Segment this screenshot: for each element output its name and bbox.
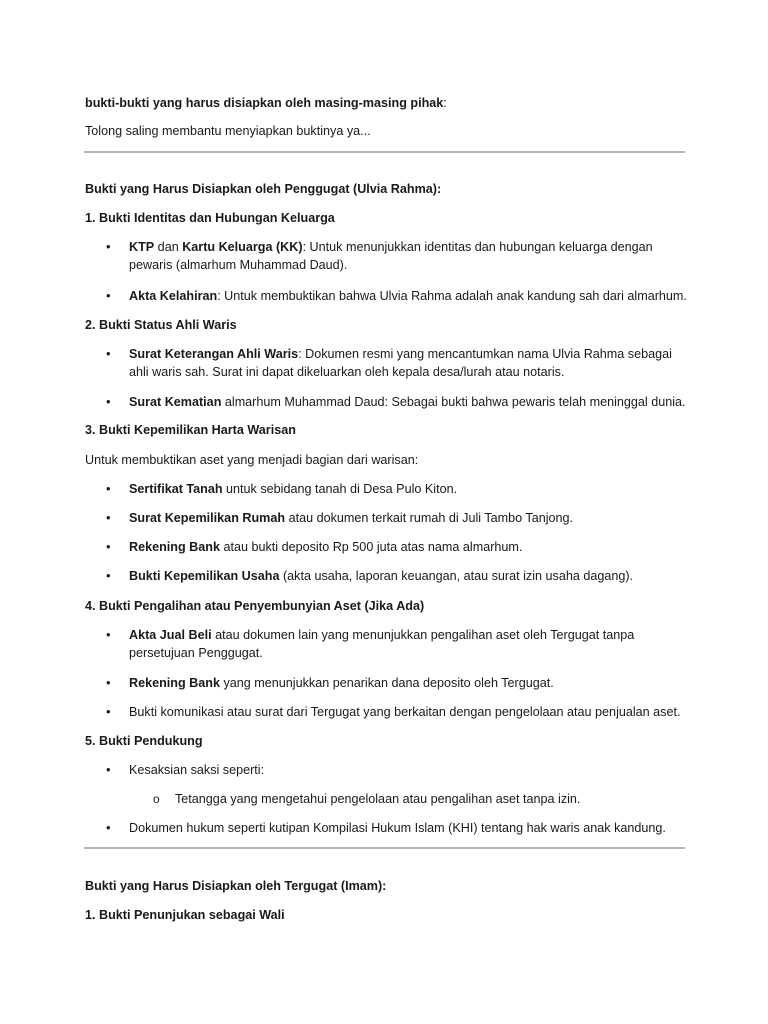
section-title: 5. Bukti Pendukung [85,734,203,748]
list-item: Rekening Bank yang menunjukkan penarikan dana deposito oleh Tergugat. [129,676,554,690]
intro-title: bukti-bukti yang harus disiapkan oleh masing-masing pihak: [85,96,447,110]
list-item: Surat Keterangan Ahli Waris: Dokumen resmi yang mencantumkan nama Ulvia Rahma sebagai ahli waris sah. Surat ini dapat dikeluarkan oleh kepala desa/lurah atau notaris. [129,347,672,379]
section-intro: Untuk membuktikan aset yang menjadi bagian dari warisan: [85,453,419,467]
list-item: Bukti komunikasi atau surat dari Tergugat yang berkaitan dengan pengelolaan atau penjualan aset. [129,705,681,719]
list-item: Sertifikat Tanah untuk sebidang tanah di Desa Pulo Kiton. [129,482,458,496]
bullet-icon: • [106,481,111,496]
list-item: Dokumen hukum seperti kutipan Kompilasi Hukum Islam (KHI) tentang hak waris anak kandung. [129,821,666,835]
bullet-icon: • [106,704,111,719]
list-item: Akta Kelahiran: Untuk membuktikan bahwa Ulvia Rahma adalah anak kandung sah dari almarhum. [129,289,687,303]
list-item: Kesaksian saksi seperti: [129,763,265,777]
bullet-icon: • [106,762,111,777]
section-title: 4. Bukti Pengalihan atau Penyembunyian Aset (Jika Ada) [85,599,425,613]
section-title: 3. Bukti Kepemilikan Harta Warisan [85,423,296,437]
list-item: Surat Kematian almarhum Muhammad Daud: Sebagai bukti bahwa pewaris telah meninggal dunia. [129,395,686,409]
bullet-icon: • [106,675,111,690]
bullet-icon: • [106,288,111,303]
section-title: 1. Bukti Penunjukan sebagai Wali [85,908,285,922]
penggugat-heading: Bukti yang Harus Disiapkan oleh Penggugat (Ulvia Rahma): [85,182,442,196]
bullet-icon: • [106,539,111,554]
list-item: Bukti Kepemilikan Usaha (akta usaha, laporan keuangan, atau surat izin usaha dagang). [129,569,634,583]
sub-bullet-icon: o [153,792,160,806]
bullet-icon: • [106,346,111,361]
bullet-icon: • [106,394,111,409]
list-item: Surat Kepemilikan Rumah atau dokumen terkait rumah di Juli Tambo Tanjong. [129,511,574,525]
bullet-icon: • [106,627,111,642]
bullet-icon: • [106,820,111,835]
bullet-icon: • [106,510,111,525]
bullet-icon: • [106,568,111,583]
list-item: Akta Jual Beli atau dokumen lain yang menunjukkan pengalihan aset oleh Tergugat tanpa persetujuan Penggugat. [129,628,635,660]
list-item: Rekening Bank atau bukti deposito Rp 500 juta atas nama almarhum. [129,540,523,554]
section-title: 1. Bukti Identitas dan Hubungan Keluarga [85,211,335,225]
bullet-icon: • [106,239,111,254]
divider [84,847,685,849]
intro-note: Tolong saling membantu menyiapkan buktinya ya... [85,124,371,138]
list-item: KTP dan Kartu Keluarga (KK): Untuk menunjukkan identitas dan hubungan keluarga dengan pewaris (almarhum Muhammad Daud). [129,240,653,272]
divider [84,151,685,153]
tergugat-heading: Bukti yang Harus Disiapkan oleh Tergugat (Imam): [85,879,387,893]
section-title: 2. Bukti Status Ahli Waris [85,318,237,332]
sub-list-item: Tetangga yang mengetahui pengelolaan atau pengalihan aset tanpa izin. [175,792,581,806]
